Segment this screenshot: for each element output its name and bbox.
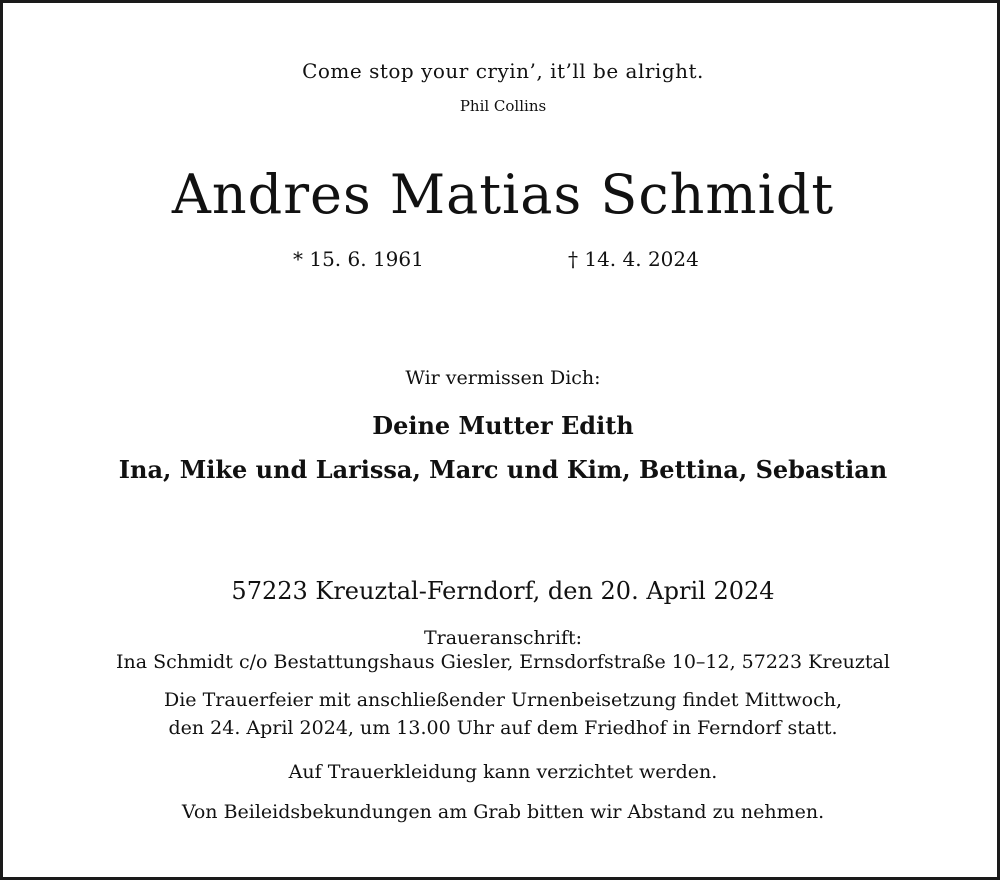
address-label: Traueranschrift: — [423, 627, 583, 649]
place-and-date: 57223 Kreuztal-Ferndorf, den 20. April 2024 — [231, 577, 775, 605]
mourners-line-2: Ina, Mike und Larissa, Marc und Kim, Bettina, Sebastian — [118, 455, 888, 484]
dress-note: Auf Trauerkleidung kann verzichtet werden. — [288, 761, 718, 783]
mourning-address: Ina Schmidt c/o Bestattungshaus Giesler, Ernsdorfstraße 10–12, 57223 Kreuztal — [116, 651, 890, 673]
deceased-name: Andres Matias Schmidt — [171, 163, 835, 226]
life-dates — [3, 247, 1000, 273]
quote: Come stop your cryin’, it’ll be alright. — [302, 59, 704, 83]
ceremony-info-line-2: den 24. April 2024, um 13.00 Uhr auf dem Friedhof in Ferndorf statt. — [168, 717, 838, 739]
birth-date: * 15. 6. 1961 — [293, 247, 424, 271]
quote-author: Phil Collins — [459, 97, 547, 115]
ceremony-info-line-1: Die Trauerfeier mit anschließender Urnenbeisetzung findet Mittwoch, — [163, 689, 843, 711]
mourners-intro: Wir vermissen Dich: — [405, 367, 601, 389]
condolence-note: Von Beileidsbekundungen am Grab bitten wir Abstand zu nehmen. — [181, 801, 825, 823]
mourners-line-1: Deine Mutter Edith — [372, 411, 634, 440]
death-date: † 14. 4. 2024 — [568, 247, 699, 271]
